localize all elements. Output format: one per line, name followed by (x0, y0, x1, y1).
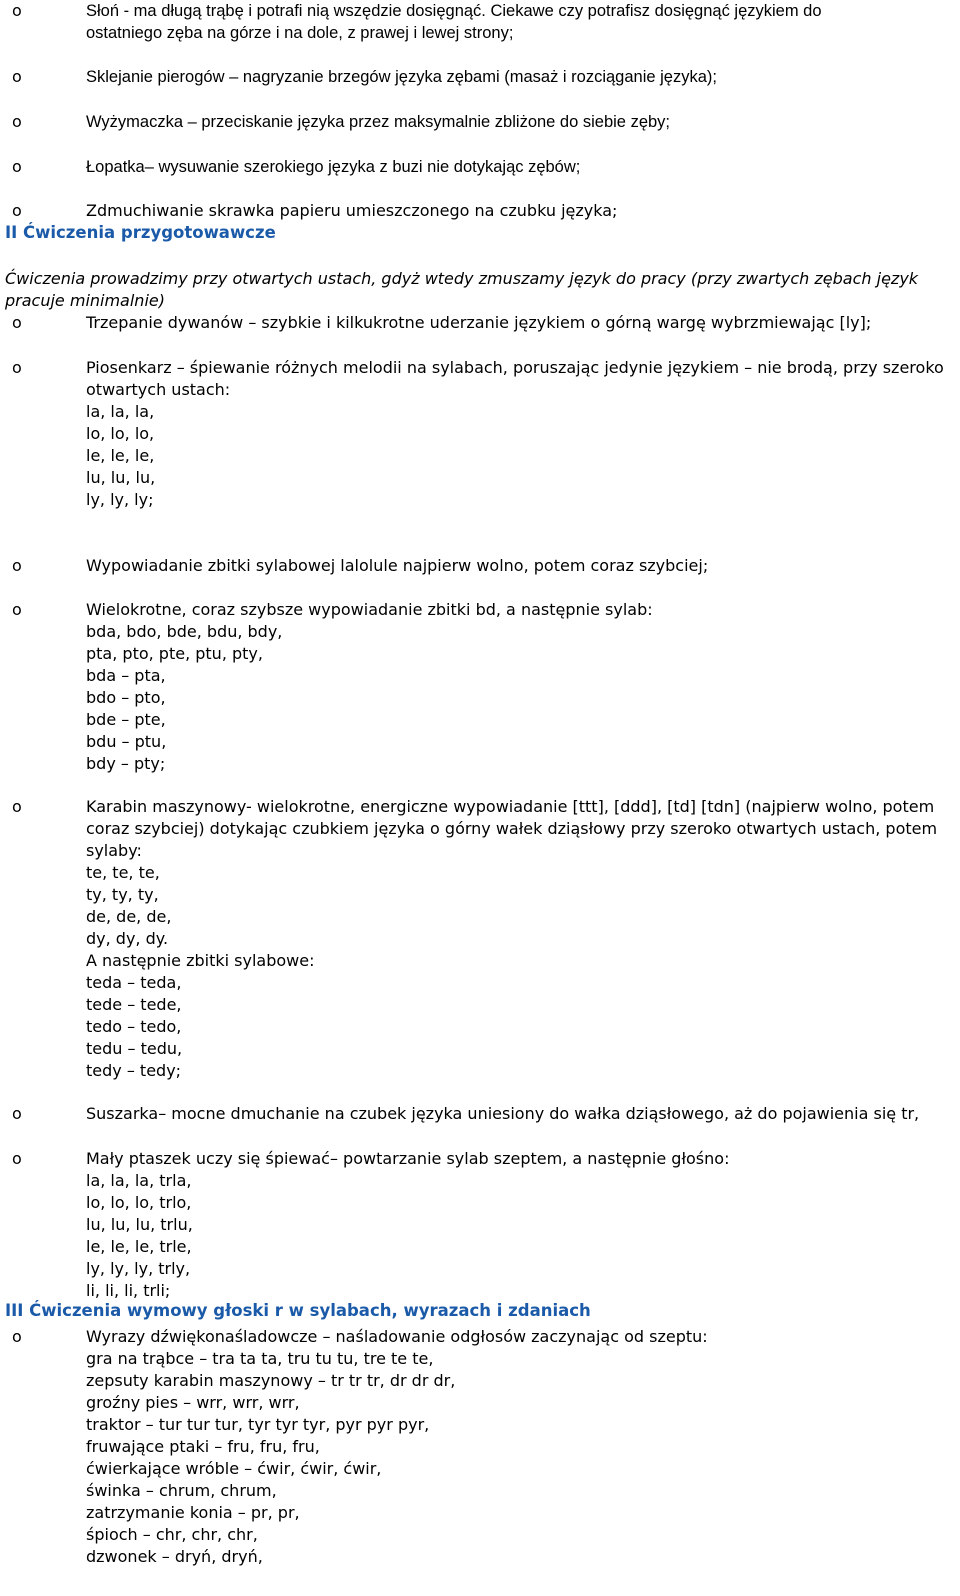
list-item-text: bdu – ptu, (86, 732, 167, 751)
list-item-text: tedu – tedu, (86, 1039, 183, 1058)
list-item-text: le, le, le, trle, (86, 1237, 192, 1256)
list-item-text: dy, dy, dy. (86, 929, 169, 948)
list-item-text: lo, lo, lo, trlo, (86, 1193, 192, 1212)
section-heading-iii: III Ćwiczenia wymowy głoski r w sylabach, wyrazach i zdaniach (5, 1301, 591, 1320)
section-heading-ii: II Ćwiczenia przygotowawcze (5, 223, 276, 242)
list-item-text: Mały ptaszek uczy się śpiewać– powtarzanie sylab szeptem, a następnie głośno: (86, 1149, 730, 1168)
list-item-text: te, te, te, (86, 863, 160, 882)
list-item-text: pta, pto, pte, ptu, pty, (86, 644, 263, 663)
list-item-text: bde – pte, (86, 710, 166, 729)
list-item-text: traktor – tur tur tur, tyr tyr tyr, pyr pyr pyr, (86, 1415, 430, 1434)
bullet-marker: o (12, 201, 22, 220)
list-item-text: fruwające ptaki – fru, fru, fru, (86, 1437, 320, 1456)
bullet-marker: o (12, 1, 22, 20)
list-item-text: bda, bdo, bde, bdu, bdy, (86, 622, 283, 641)
bullet-marker: o (12, 600, 22, 619)
bullet-marker: o (12, 1327, 22, 1346)
list-item-text: teda – teda, (86, 973, 182, 992)
list-item-text: ty, ty, ty, (86, 885, 159, 904)
list-item-text: Sklejanie pierogów – nagryzanie brzegów języka zębami (masaż i rozciąganie języka); (86, 68, 717, 86)
bullet-marker: o (12, 1149, 22, 1168)
list-item-text: Wielokrotne, coraz szybsze wypowiadanie zbitki bd, a następnie sylab: (86, 600, 653, 619)
list-item-text: bdy – pty; (86, 754, 166, 773)
list-item-text: lo, lo, lo, (86, 424, 155, 443)
bullet-marker: o (12, 157, 22, 176)
list-item-text: bdo – pto, (86, 688, 166, 707)
list-item-text: lu, lu, lu, (86, 468, 156, 487)
list-item-text: le, le, le, (86, 446, 155, 465)
list-item-text: Wypowiadanie zbitki sylabowej lalolule najpierw wolno, potem coraz szybciej; (86, 556, 709, 575)
bullet-marker: o (12, 1104, 22, 1123)
list-item-text: la, la, la, (86, 402, 155, 421)
list-item-text: Suszarka– mocne dmuchanie na czubek języka uniesiony do wałka dziąsłowego, aż do pojawienia się tr, (86, 1104, 920, 1123)
list-item-text: tedy – tedy; (86, 1061, 182, 1080)
list-item-text: A następnie zbitki sylabowe: (86, 951, 315, 970)
list-item-text: tede – tede, (86, 995, 182, 1014)
list-item-text: Piosenkarz – śpiewanie różnych melodii na sylabach, poruszając jedynie językiem – nie brodą, przy szeroko (86, 358, 944, 377)
bullet-marker: o (12, 797, 22, 816)
bullet-marker: o (12, 556, 22, 575)
list-item-text: la, la, la, trla, (86, 1171, 192, 1190)
list-item-text: coraz szybciej) dotykając czubkiem języka o górny wałek dziąsłowy przy szeroko otwartych ustach, potem (86, 819, 938, 838)
list-item-text: śpioch – chr, chr, chr, (86, 1525, 258, 1544)
list-item-text: Zdmuchiwanie skrawka papieru umieszczonego na czubku języka; (86, 201, 618, 220)
list-item-text: gra na trąbce – tra ta ta, tru tu tu, tre te te, (86, 1349, 434, 1368)
list-item-text: ly, ly, ly; (86, 490, 154, 509)
list-item-text: Wyrazy dźwiękonaśladowcze – naśladowanie odgłosów zaczynając od szeptu: (86, 1327, 708, 1346)
list-item-text: ly, ly, ly, trly, (86, 1259, 191, 1278)
list-item-text: bda – pta, (86, 666, 166, 685)
list-item-text: groźny pies – wrr, wrr, wrr, (86, 1393, 300, 1412)
bullet-marker: o (12, 358, 22, 377)
list-item-text: lu, lu, lu, trlu, (86, 1215, 193, 1234)
list-item-text: ostatniego zęba na górze i na dole, z prawej i lewej strony; (86, 24, 514, 42)
intro-text: pracuje minimalnie) (5, 291, 165, 310)
list-item-text: zatrzymanie konia – pr, pr, (86, 1503, 300, 1522)
list-item-text: tedo – tedo, (86, 1017, 182, 1036)
list-item-text: otwartych ustach: (86, 380, 231, 399)
bullet-marker: o (12, 112, 22, 131)
list-item-text: li, li, li, trli; (86, 1281, 171, 1300)
bullet-marker: o (12, 67, 22, 86)
list-item-text: Trzepanie dywanów – szybkie i kilkukrotne uderzanie językiem o górną wargę wybrzmiewając [ly]; (86, 313, 872, 332)
list-item-text: ćwierkające wróble – ćwir, ćwir, ćwir, (86, 1459, 382, 1478)
intro-text: Ćwiczenia prowadzimy przy otwartych ustach, gdyż wtedy zmuszamy język do pracy (przy zwartych zębach język (5, 269, 919, 288)
list-item-text: Słoń - ma długą trąbę i potrafi nią wszędzie dosięgnąć. Ciekawe czy potrafisz dosięgnąć językiem do (86, 2, 822, 20)
list-item-text: de, de, de, (86, 907, 172, 926)
section-intro (5, 268, 955, 312)
list-item-text: zepsuty karabin maszynowy – tr tr tr, dr dr dr, (86, 1371, 456, 1390)
list-item-text: Wyżymaczka – przeciskanie języka przez maksymalnie zbliżone do siebie zęby; (86, 113, 671, 131)
list-item-text: sylaby: (86, 841, 142, 860)
bullet-marker: o (12, 313, 22, 332)
list-item-text: Karabin maszynowy- wielokrotne, energiczne wypowiadanie [ttt], [ddd], [td] [tdn] (najpierw wolno, potem (86, 797, 935, 816)
list-item-text: dzwonek – dryń, dryń, (86, 1547, 263, 1566)
list-item-text: świnka – chrum, chrum, (86, 1481, 277, 1500)
list-item-text: Łopatka– wysuwanie szerokiego języka z buzi nie dotykając zębów; (86, 158, 581, 176)
